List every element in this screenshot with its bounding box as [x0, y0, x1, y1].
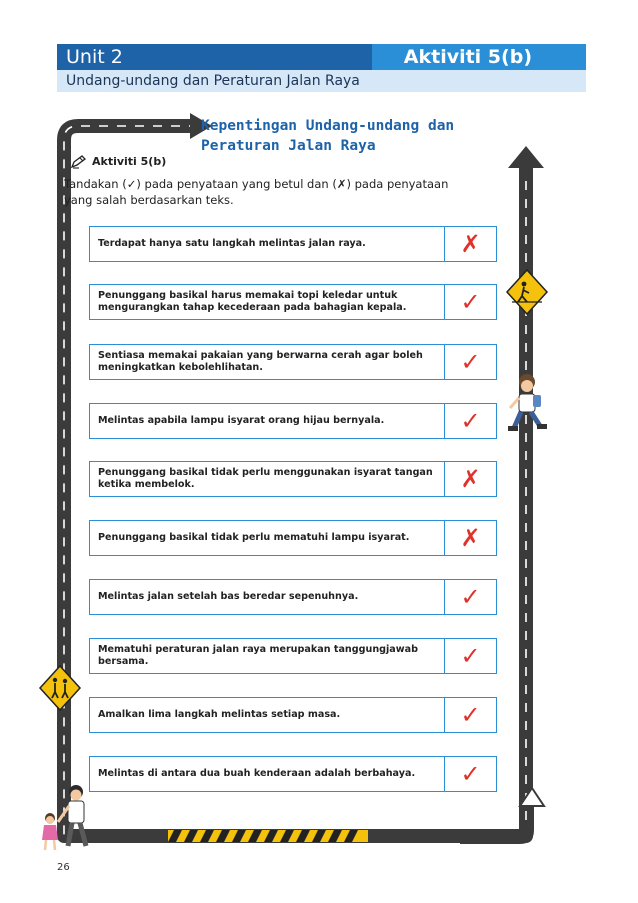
- activity-label: Aktiviti 5(b): [403, 46, 532, 68]
- statement-text: Melintas di antara dua buah kenderaan adalah berbahaya.: [89, 756, 445, 792]
- instruction-text: [64, 176, 494, 208]
- unit-label: Unit 2: [66, 46, 123, 68]
- statement-text: Penunggang basikal harus memakai topi keledar untuk mengurangkan tahap kecederaan pada bahagian kepala.: [89, 284, 445, 320]
- pencil-icon: [70, 155, 88, 169]
- statement-text: Terdapat hanya satu langkah melintas jalan raya.: [89, 226, 445, 262]
- statement-text: Penunggang basikal tidak perlu menggunakan isyarat tangan ketika membelok.: [89, 461, 445, 497]
- answer-mark[interactable]: ✓: [444, 403, 497, 439]
- answer-mark[interactable]: ✓: [444, 756, 497, 792]
- children-crossing-sign-icon: [40, 666, 80, 710]
- answer-mark[interactable]: ✗: [444, 226, 497, 262]
- page-number: 26: [57, 862, 70, 873]
- statement-row: [89, 403, 497, 439]
- answer-mark[interactable]: ✓: [444, 579, 497, 615]
- answer-mark[interactable]: ✓: [444, 638, 497, 674]
- topic-title-line-2: Peraturan Jalan Raya: [201, 138, 376, 154]
- answer-mark[interactable]: ✗: [444, 461, 497, 497]
- statement-text: Amalkan lima langkah melintas setiap masa.: [89, 697, 445, 733]
- statement-text: Mematuhi peraturan jalan raya merupakan tanggungjawab bersama.: [89, 638, 445, 674]
- pedestrian-crossing-sign-icon: [507, 270, 547, 314]
- answer-mark[interactable]: ✓: [444, 284, 497, 320]
- chapter-subtitle: Undang-undang dan Peraturan Jalan Raya: [66, 73, 360, 89]
- answer-mark[interactable]: ✗: [444, 520, 497, 556]
- statement-row: [89, 579, 497, 615]
- statement-text: Penunggang basikal tidak perlu mematuhi lampu isyarat.: [89, 520, 445, 556]
- activity-tag: [70, 154, 166, 170]
- statement-row: [89, 344, 497, 380]
- topic-title: [201, 116, 454, 156]
- answer-mark[interactable]: ✓: [444, 344, 497, 380]
- statement-row: [89, 226, 497, 262]
- statement-row: [89, 461, 497, 497]
- topic-title-line-1: Kepentingan Undang-undang dan: [201, 118, 455, 134]
- statement-row: [89, 638, 497, 674]
- statement-text: Melintas apabila lampu isyarat orang hijau bernyala.: [89, 403, 445, 439]
- activity-tag-label: Aktiviti 5(b): [92, 155, 167, 168]
- statement-row: [89, 697, 497, 733]
- instruction-line-2: yang salah berdasarkan teks.: [64, 193, 234, 207]
- road-arrow-up: [508, 146, 544, 168]
- hazard-stripe: [168, 830, 368, 842]
- statement-row: [89, 756, 497, 792]
- statement-row: [89, 284, 497, 320]
- instruction-line-1: Tandakan (✓) pada penyataan yang betul dan (✗) pada penyataan: [64, 177, 449, 191]
- answer-mark[interactable]: ✓: [444, 697, 497, 733]
- statement-text: Melintas jalan setelah bas beredar sepenuhnya.: [89, 579, 445, 615]
- statement-row: [89, 520, 497, 556]
- statement-text: Sentiasa memakai pakaian yang berwarna cerah agar boleh meningkatkan kebolehlihatan.: [89, 344, 445, 380]
